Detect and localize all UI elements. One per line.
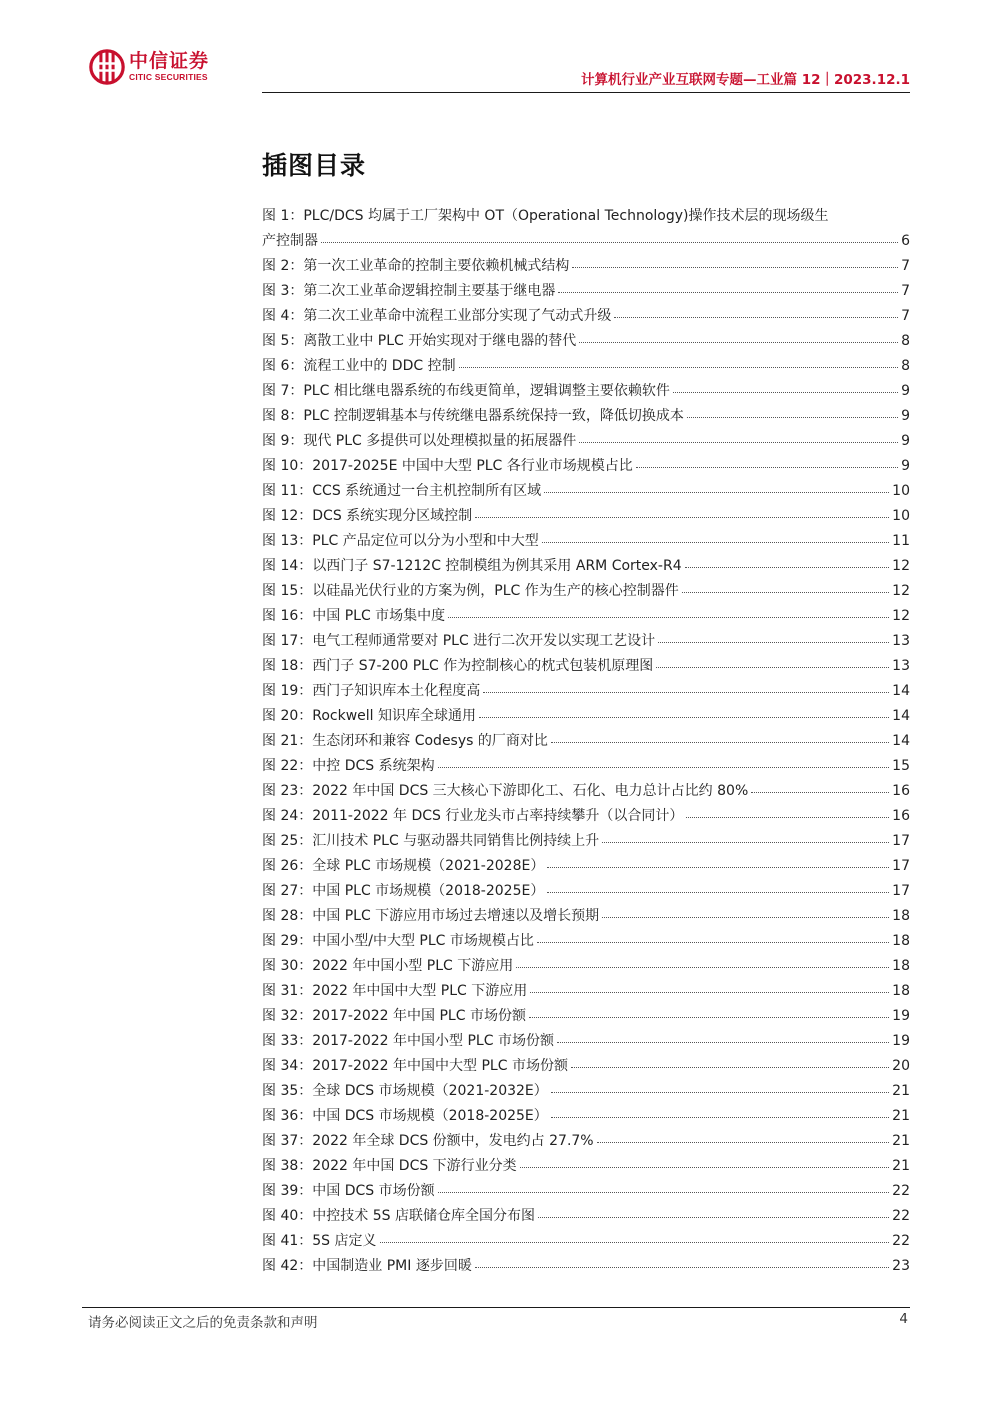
toc-dot-leader — [579, 341, 898, 343]
toc-entry[interactable] — [262, 454, 910, 479]
toc-dot-leader — [547, 891, 889, 893]
toc-entry-page: 17 — [892, 833, 910, 849]
toc-dot-leader — [571, 1066, 889, 1068]
toc-dot-leader — [438, 1191, 890, 1193]
toc-dot-leader — [475, 1266, 889, 1268]
toc-entry[interactable] — [262, 654, 910, 679]
toc-entry[interactable] — [262, 329, 910, 354]
toc-entry[interactable] — [262, 529, 910, 554]
toc-entry-page: 11 — [892, 533, 910, 549]
toc-entry-page: 17 — [892, 883, 910, 899]
toc-entry-page: 14 — [892, 708, 910, 724]
toc-dot-leader — [551, 1116, 889, 1118]
toc-dot-leader — [558, 291, 898, 293]
toc-entry-label: 图 3：第二次工业革命逻辑控制主要基于继电器 — [262, 283, 556, 299]
footer-divider — [82, 1307, 910, 1308]
toc-entry-label: 图 2：第一次工业革命的控制主要依赖机械式结构 — [262, 258, 570, 274]
toc-dot-leader — [658, 641, 889, 643]
toc-dot-leader — [656, 666, 889, 668]
toc-entry-page: 12 — [892, 558, 910, 574]
toc-entry-page: 10 — [892, 483, 910, 499]
toc-entry-page: 18 — [892, 908, 910, 924]
toc-entry-page: 21 — [892, 1083, 910, 1099]
toc-dot-leader — [687, 416, 898, 418]
toc-entry-page: 12 — [892, 608, 910, 624]
toc-entry-label: 图 22：中控 DCS 系统架构 — [262, 758, 435, 774]
toc-entry-page: 8 — [901, 358, 910, 374]
toc-entry-label: 图 42：中国制造业 PMI 逐步回暖 — [262, 1258, 472, 1274]
toc-entry-label: 图 8：PLC 控制逻辑基本与传统继电器系统保持一致，降低切换成本 — [262, 408, 684, 424]
toc-entry[interactable] — [262, 1004, 910, 1029]
toc-dot-leader — [579, 441, 898, 443]
toc-entry[interactable] — [262, 679, 910, 704]
toc-entry[interactable] — [262, 354, 910, 379]
toc-entry-label: 图 11：CCS 系统通过一台主机控制所有区域 — [262, 483, 542, 499]
toc-entry-label: 图 9：现代 PLC 多提供可以处理模拟量的拓展器件 — [262, 433, 577, 449]
toc-dot-leader — [547, 866, 889, 868]
toc-entry-page: 21 — [892, 1133, 910, 1149]
page-number: 4 — [899, 1311, 908, 1327]
toc-entry[interactable] — [262, 379, 910, 404]
toc-entry[interactable] — [262, 1179, 910, 1204]
toc-entry-label: 图 29：中国小型/中大型 PLC 市场规模占比 — [262, 933, 534, 949]
toc-entry[interactable] — [262, 1154, 910, 1179]
toc-dot-leader — [602, 916, 889, 918]
toc-dot-leader — [321, 241, 898, 243]
footer-disclaimer: 请务必阅读正文之后的免责条款和声明 — [88, 1315, 318, 1331]
toc-entry[interactable] — [262, 304, 910, 329]
toc-entry-page: 17 — [892, 858, 910, 874]
toc-entry-label: 图 15：以硅晶光伏行业的方案为例，PLC 作为生产的核心控制器件 — [262, 583, 679, 599]
toc-entry-label: 图 25：汇川技术 PLC 与驱动器共同销售比例持续上升 — [262, 833, 600, 849]
toc-entry-page: 22 — [892, 1233, 910, 1249]
toc-dot-leader — [448, 616, 889, 618]
toc-entry[interactable] — [262, 929, 910, 954]
toc-entry-label: 图 27：中国 PLC 市场规模（2018-2025E） — [262, 883, 545, 899]
toc-dot-leader — [551, 741, 889, 743]
toc-entry-label: 图 28：中国 PLC 下游应用市场过去增速以及增长预期 — [262, 908, 600, 924]
toc-entry[interactable] — [262, 879, 910, 904]
toc-dot-leader — [516, 966, 889, 968]
toc-entry-label: 图 4：第二次工业革命中流程工业部分实现了气动式升级 — [262, 308, 612, 324]
toc-entry-page: 19 — [892, 1008, 910, 1024]
toc-entry[interactable] — [262, 554, 910, 579]
toc-entry-page: 9 — [901, 433, 910, 449]
toc-entry[interactable] — [262, 829, 910, 854]
toc-entry-page: 9 — [901, 408, 910, 424]
toc-dot-leader — [483, 691, 889, 693]
toc-entry-label: 图 7：PLC 相比继电器系统的布线更简单，逻辑调整主要依赖软件 — [262, 383, 670, 399]
toc-entry-label: 图 41：5S 店定义 — [262, 1233, 377, 1249]
toc-entry-label: 图 34：2017-2022 年中国中大型 PLC 市场份额 — [262, 1058, 568, 1074]
toc-entry[interactable] — [262, 604, 910, 629]
toc-entry-page: 12 — [892, 583, 910, 599]
toc-dot-leader — [597, 1141, 890, 1143]
toc-dot-leader — [544, 491, 889, 493]
toc-entry-label: 图 39：中国 DCS 市场份额 — [262, 1183, 435, 1199]
toc-entry[interactable] — [262, 729, 910, 754]
figure-index-list — [262, 204, 910, 1279]
toc-dot-leader — [438, 766, 890, 768]
toc-entry[interactable] — [262, 629, 910, 654]
toc-dot-leader — [520, 1166, 889, 1168]
toc-entry-label: 图 32：2017-2022 年中国 PLC 市场份额 — [262, 1008, 526, 1024]
toc-entry[interactable] — [262, 779, 910, 804]
toc-entry[interactable] — [262, 579, 910, 604]
toc-dot-leader — [557, 1041, 889, 1043]
toc-dot-leader — [685, 566, 890, 568]
toc-entry-page: 14 — [892, 733, 910, 749]
toc-dot-leader — [459, 366, 898, 368]
toc-dot-leader — [686, 816, 889, 818]
toc-entry[interactable] — [262, 804, 910, 829]
toc-entry[interactable] — [262, 429, 910, 454]
toc-entry-label: 图 16：中国 PLC 市场集中度 — [262, 608, 446, 624]
toc-entry-label: 图 13：PLC 产品定位可以分为小型和中大型 — [262, 533, 539, 549]
toc-entry-page: 6 — [901, 233, 910, 249]
toc-entry[interactable] — [262, 504, 910, 529]
toc-dot-leader — [479, 716, 889, 718]
toc-entry-page: 13 — [892, 633, 910, 649]
toc-entry-label: 图 31：2022 年中国中大型 PLC 下游应用 — [262, 983, 528, 999]
toc-entry-page: 18 — [892, 983, 910, 999]
toc-dot-leader — [751, 791, 889, 793]
toc-entry-page: 23 — [892, 1258, 910, 1274]
toc-entry-label: 图 10：2017-2025E 中国中大型 PLC 各行业市场规模占比 — [262, 458, 633, 474]
toc-entry[interactable] — [262, 979, 910, 1004]
toc-entry[interactable] — [262, 204, 910, 254]
toc-entry[interactable] — [262, 279, 910, 304]
toc-entry[interactable] — [262, 754, 910, 779]
toc-entry[interactable] — [262, 1079, 910, 1104]
toc-entry-page: 20 — [892, 1058, 910, 1074]
toc-entry-page: 10 — [892, 508, 910, 524]
logo-chinese-name: 中信证券 — [129, 50, 210, 72]
toc-dot-leader — [614, 316, 898, 318]
toc-dot-leader — [602, 841, 889, 843]
toc-entry[interactable] — [262, 954, 910, 979]
toc-entry-label: 图 12：DCS 系统实现分区域控制 — [262, 508, 473, 524]
toc-entry-label: 图 21：生态闭环和兼容 Codesys 的厂商对比 — [262, 733, 548, 749]
toc-entry-label: 图 1：PLC/DCS 均属于工厂架构中 OT（Operational Technology)操作技术层的现场级生 — [262, 208, 829, 224]
toc-entry[interactable] — [262, 1104, 910, 1129]
toc-entry-label: 图 36：中国 DCS 市场规模（2018-2025E） — [262, 1108, 548, 1124]
toc-entry-page: 19 — [892, 1033, 910, 1049]
toc-entry-page: 22 — [892, 1183, 910, 1199]
toc-entry-page: 18 — [892, 958, 910, 974]
toc-entry-page: 7 — [901, 258, 910, 274]
toc-dot-leader — [530, 991, 889, 993]
toc-entry-page: 21 — [892, 1158, 910, 1174]
toc-entry[interactable] — [262, 1029, 910, 1054]
toc-dot-leader — [475, 516, 889, 518]
toc-dot-leader — [682, 591, 889, 593]
toc-entry[interactable] — [262, 904, 910, 929]
toc-entry-label: 图 40：中控技术 5S 店联储仓库全国分布图 — [262, 1208, 535, 1224]
toc-entry-label: 图 35：全球 DCS 市场规模（2021-2032E） — [262, 1083, 548, 1099]
toc-entry-page: 16 — [892, 783, 910, 799]
toc-entry[interactable] — [262, 704, 910, 729]
toc-dot-leader — [636, 466, 898, 468]
toc-entry[interactable] — [262, 1254, 910, 1279]
toc-entry-page: 16 — [892, 808, 910, 824]
toc-dot-leader — [572, 266, 898, 268]
toc-dot-leader — [673, 391, 898, 393]
toc-entry-label: 图 5：离散工业中 PLC 开始实现对于继电器的替代 — [262, 333, 577, 349]
toc-entry-page: 7 — [901, 308, 910, 324]
toc-entry[interactable] — [262, 254, 910, 279]
toc-entry-label: 图 18：西门子 S7-200 PLC 作为控制核心的枕式包装机原理图 — [262, 658, 654, 674]
toc-entry-page: 7 — [901, 283, 910, 299]
header-divider — [262, 92, 910, 93]
toc-dot-leader — [537, 941, 889, 943]
toc-dot-leader — [542, 541, 889, 543]
citic-logo — [88, 48, 209, 86]
toc-entry-page: 9 — [901, 458, 910, 474]
toc-entry-page: 9 — [901, 383, 910, 399]
citic-logo-icon — [88, 48, 126, 86]
toc-entry-label: 图 24：2011-2022 年 DCS 行业龙头市占率持续攀升（以合同计） — [262, 808, 684, 824]
logo-english-name: CITIC SECURITIES — [129, 72, 208, 82]
toc-entry-label: 图 33：2017-2022 年中国小型 PLC 市场份额 — [262, 1033, 554, 1049]
toc-entry-page: 18 — [892, 933, 910, 949]
toc-entry-page: 13 — [892, 658, 910, 674]
toc-entry-page: 8 — [901, 333, 910, 349]
toc-entry[interactable] — [262, 854, 910, 879]
toc-entry-page: 15 — [892, 758, 910, 774]
toc-entry[interactable] — [262, 1204, 910, 1229]
toc-entry-page: 21 — [892, 1108, 910, 1124]
toc-entry[interactable] — [262, 1229, 910, 1254]
toc-entry-label: 图 30：2022 年中国小型 PLC 下游应用 — [262, 958, 514, 974]
toc-entry-label: 图 17：电气工程师通常要对 PLC 进行二次开发以实现工艺设计 — [262, 633, 656, 649]
toc-dot-leader — [529, 1016, 889, 1018]
toc-dot-leader — [551, 1091, 889, 1093]
figure-index-title: 插图目录 — [262, 151, 367, 180]
toc-entry[interactable] — [262, 1129, 910, 1154]
toc-entry-label: 图 19：西门子知识库本土化程度高 — [262, 683, 481, 699]
toc-entry-page: 14 — [892, 683, 910, 699]
toc-entry-label: 图 38：2022 年中国 DCS 下游行业分类 — [262, 1158, 517, 1174]
toc-entry[interactable] — [262, 404, 910, 429]
toc-dot-leader — [380, 1241, 890, 1243]
report-header-title: 计算机行业产业互联网专题—工业篇 12｜2023.12.1 — [581, 72, 910, 88]
toc-entry[interactable] — [262, 479, 910, 504]
toc-entry-label: 图 14：以西门子 S7-1212C 控制模组为例其采用 ARM Cortex-R4 — [262, 558, 682, 574]
toc-entry-label-continued: 产控制器 — [262, 233, 318, 249]
toc-entry-page: 22 — [892, 1208, 910, 1224]
toc-entry-label: 图 37：2022 年全球 DCS 份额中，发电约占 27.7% — [262, 1133, 594, 1149]
toc-entry-label: 图 23：2022 年中国 DCS 三大核心下游即化工、石化、电力总计占比约 80% — [262, 783, 749, 799]
toc-entry[interactable] — [262, 1054, 910, 1079]
toc-entry-label: 图 26：全球 PLC 市场规模（2021-2028E） — [262, 858, 545, 874]
toc-dot-leader — [538, 1216, 889, 1218]
toc-entry-label: 图 6：流程工业中的 DDC 控制 — [262, 358, 456, 374]
toc-entry-label: 图 20：Rockwell 知识库全球通用 — [262, 708, 477, 724]
